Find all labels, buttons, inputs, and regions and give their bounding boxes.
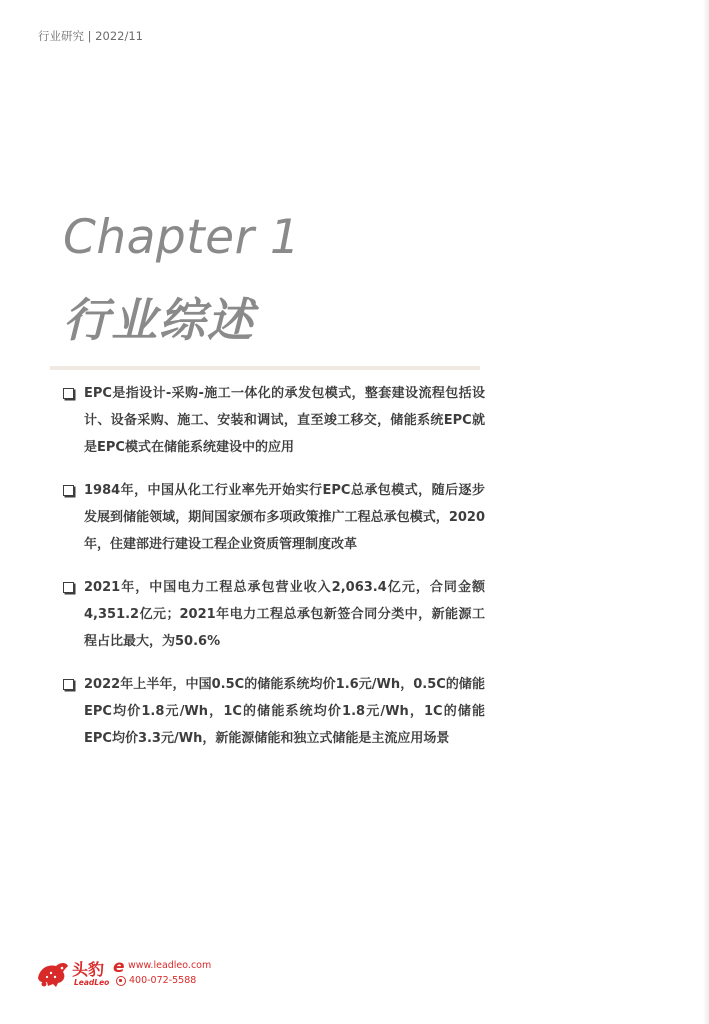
- page-edge-shadow: [703, 0, 709, 1024]
- summary-text: EPC是指设计-采购-施工一体化的承发包模式，整套建设流程包括设计、设备采购、施工、安装和调试，直至竣工移交，储能系统EPC就是EPC模式在储能系统建设中的应用: [84, 386, 485, 455]
- title-divider: [50, 366, 480, 370]
- summary-item: [60, 477, 485, 558]
- summary-list: [60, 380, 485, 768]
- checkbox-bullet-icon: [63, 485, 74, 496]
- e-brand-icon: e: [113, 957, 125, 977]
- report-header: 行业研究 | 2022/11: [38, 29, 143, 43]
- website-text[interactable]: www.leadleo.com: [128, 960, 212, 971]
- chapter-subtitle: 行业综述: [63, 293, 255, 347]
- summary-item: [60, 671, 485, 752]
- summary-item: [60, 574, 485, 655]
- phone-text: 400-072-5588: [129, 975, 197, 986]
- leopard-logo-icon: [36, 958, 70, 988]
- logo-english-name: LeadLeo: [74, 978, 110, 987]
- footer-brand: [36, 956, 236, 990]
- summary-text: 2022年上半年，中国0.5C的储能系统均价1.6元/Wh，0.5C的储能EPC均价1.8元/Wh，1C的储能系统均价1.8元/Wh，1C的储能EPC均价3.3元/Wh，新能源储能和独立式储能是主流应用场景: [84, 677, 485, 746]
- summary-text: 1984年，中国从化工行业率先开始实行EPC总承包模式，随后逐步发展到储能领域，期间国家颁布多项政策推广工程总承包模式，2020年，住建部进行建设工程企业资质管理制度改革: [84, 483, 485, 552]
- footer-website[interactable]: [128, 960, 211, 971]
- checkbox-bullet-icon: [63, 679, 74, 690]
- phone-icon: [116, 976, 126, 986]
- checkbox-bullet-icon: [63, 582, 74, 593]
- chapter-title: Chapter 1: [63, 210, 301, 265]
- checkbox-bullet-icon: [63, 388, 74, 399]
- logo-chinese-name: 头豹: [72, 960, 105, 979]
- summary-item: [60, 380, 485, 461]
- summary-text: 2021年，中国电力工程总承包营业收入2,063.4亿元，合同金额4,351.2亿元；2021年电力工程总承包新签合同分类中，新能源工程占比最大，为50.6%: [84, 580, 485, 649]
- footer-phone: [116, 975, 196, 986]
